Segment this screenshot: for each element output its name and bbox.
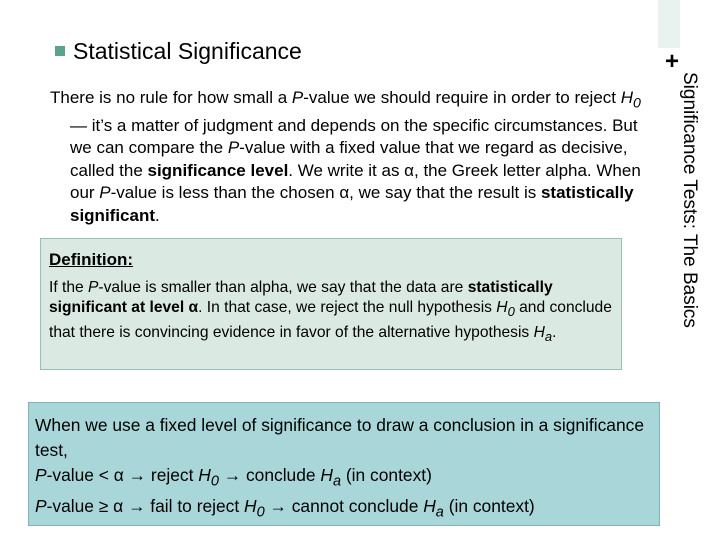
intro-text: There is no rule for how small a P-value we should require in order to reject $H_0$ — it’s a matter of judgment and depends on the specific circumstances. But we can compare the P-value with a fixed value that we regard as decisive, called the significance level. We write it as α, the Greek letter alpha. When our P-value is less than the chosen α, we say that the result is statistically significant. [50, 88, 641, 225]
slide-heading [55, 38, 302, 65]
definition-box [40, 238, 622, 370]
rule-fail-to-reject: P-value ≥ α → fail to reject $H_0$ → cannot conclude $H_a$ (in context) [35, 496, 535, 521]
heading-text: Statistical Significance [73, 38, 302, 64]
intro-paragraph [50, 87, 662, 227]
square-bullet-icon [55, 46, 65, 56]
side-title-text: Significance Tests: The Basics [679, 72, 700, 328]
side-title [678, 72, 698, 362]
plus-icon: + [665, 48, 680, 75]
decision-rule-text [35, 413, 655, 526]
rule-reject: P-value < α → reject $H_0$ → conclude $H_a$ (in context) [35, 465, 432, 490]
rule-intro: When we use a fixed level of significance to draw a conclusion in a significance test, [35, 415, 645, 460]
definition-text: If the P-value is smaller than alpha, we say that the data are statistically significant at level α. In that case, we reject the null hypothesis $H_0$ and conclude that there is convincing evidence in favor of the alternative hypothesis $H_a$. [49, 279, 612, 344]
definition-title: Definition: [49, 250, 134, 269]
accent-bar [658, 0, 680, 48]
decision-rule-box [28, 402, 660, 526]
